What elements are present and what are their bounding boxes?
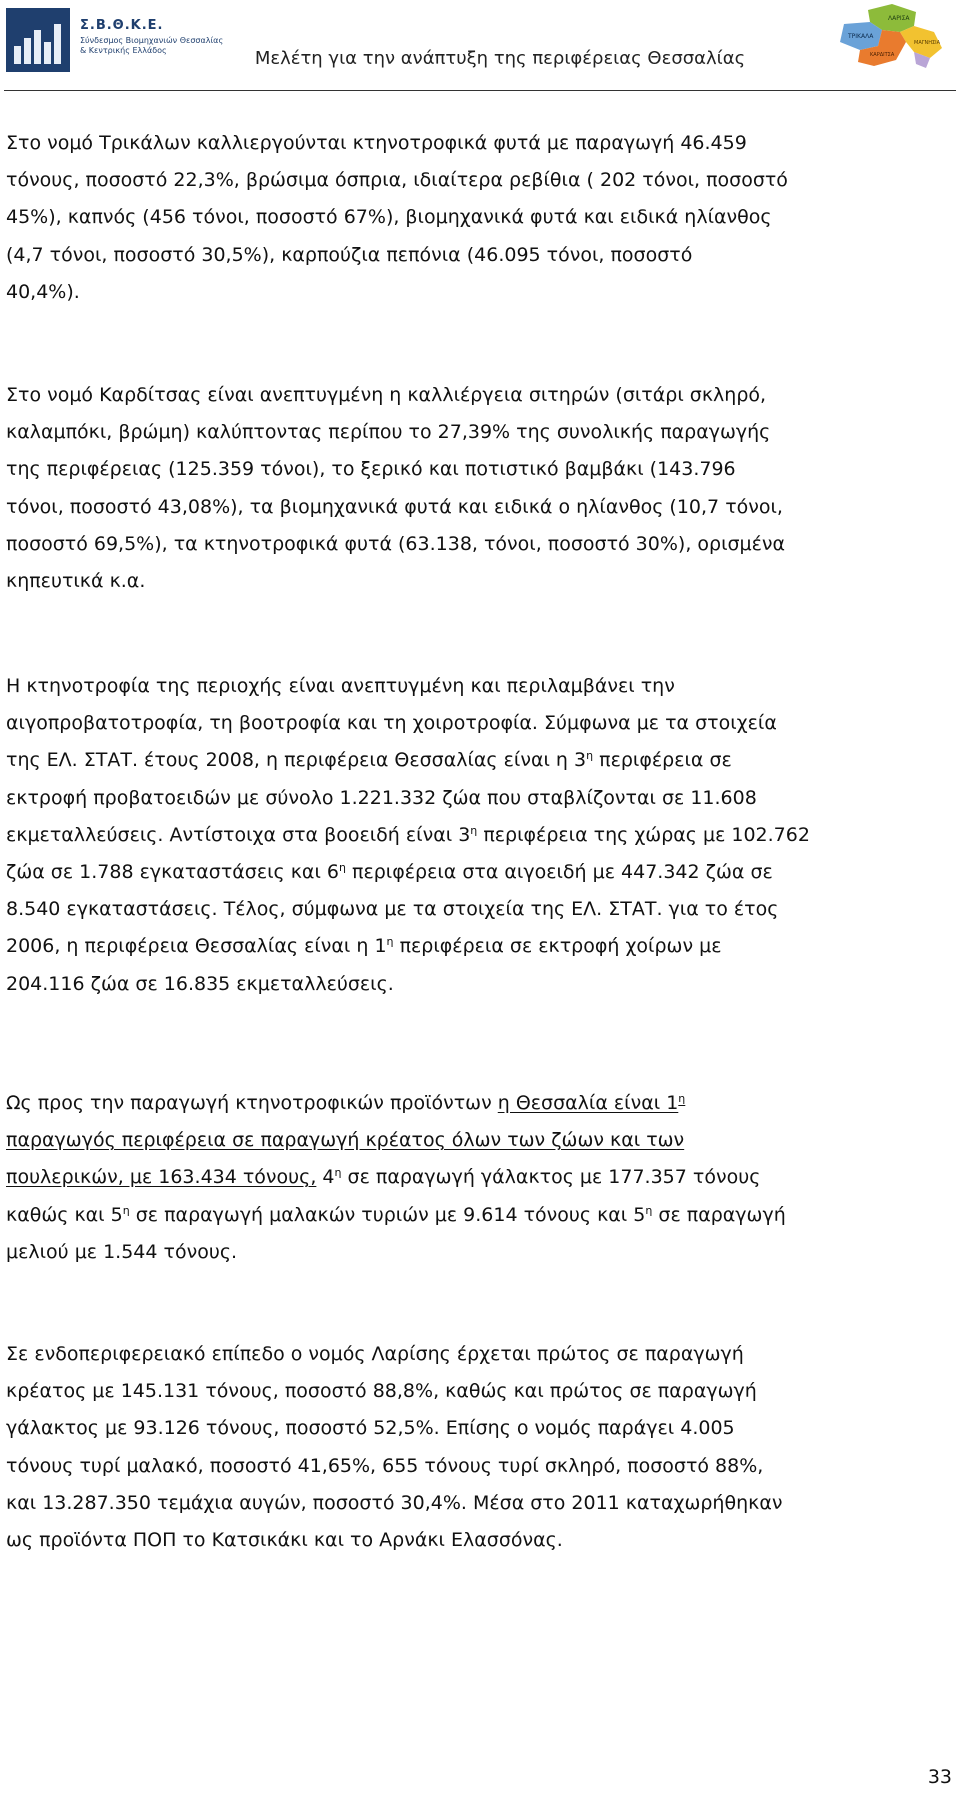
organization-subtitle: Σύνδεσμος Βιομηχανιών Θεσσαλίας & Κεντρικής Ελλάδος: [80, 36, 224, 55]
text-line: τόνοι, ποσοστό 43,08%), τα βιομηχανικά φυτά και ειδικά ο ηλίανθος (10,7 τόνοι,: [6, 495, 783, 518]
text-line: μελιού με 1.544 τόνους.: [6, 1240, 238, 1263]
text-line: [6, 1122, 956, 1159]
page-header: [0, 0, 960, 92]
text-line: Στο νομό Καρδίτσας είναι ανεπτυγμένη η καλλιέργεια σιτηρών (σιτάρι σκληρό,: [6, 384, 767, 406]
text-line: 204.116 ζώα σε 16.835 εκμεταλλεύσεις.: [6, 972, 394, 995]
text-line: της περιφέρειας (125.359 τόνοι), το ξερικό και ποτιστικό βαμβάκι (143.796: [6, 458, 736, 481]
header-divider: [4, 90, 956, 91]
text-line: 8.540 εγκαταστάσεις. Τέλος, σύμφωνα με τα στοιχεία της ΕΛ. ΣΤΑΤ. για το έτος: [6, 898, 779, 921]
text-line: Η κτηνοτροφία της περιοχής είναι ανεπτυγμένη και περιλαμβάνει την: [6, 675, 675, 697]
text-line: 45%), καπνός (456 τόνοι, ποσοστό 67%), βιομηχανικά φυτά και ειδικά ηλίανθος: [6, 206, 772, 229]
text-line: (4,7 τόνοι, ποσοστό 30,5%), καρπούζια πεπόνια (46.095 τόνοι, ποσοστό: [6, 243, 693, 266]
text-line: ζώα σε 1.788 εγκαταστάσεις και $6^\eta$ περιφέρεια στα αιγοειδή με 447.342 ζώα σε: [6, 861, 773, 884]
text-line: καλαμπόκι, βρώμη) καλύπτοντας περίπου το 27,39% της συνολικής παραγωγής: [6, 421, 771, 444]
text-line: καθώς και $5^\eta$ σε παραγωγή μαλακών τυριών με 9.614 τόνους και $5^\eta$ σε παραγωγή: [6, 1203, 786, 1226]
text-line: 40,4%).: [6, 280, 80, 303]
text-line: κηπευτικά κ.α.: [6, 570, 146, 593]
paragraph-larisa: [6, 1336, 956, 1559]
text-line: Στο νομό Τρικάλων καλλιεργούνται κτηνοτροφικά φυτά με παραγωγή 46.459: [6, 132, 747, 154]
text-line: γάλακτος με 93.126 τόνους, ποσοστό 52,5%. Επίσης ο νομός παράγει 4.005: [6, 1417, 735, 1440]
text-line: Σε ενδοπεριφερειακό επίπεδο ο νομός Λαρίσης έρχεται πρώτος σε παραγωγή: [6, 1343, 744, 1365]
paragraph-livestock: [6, 668, 956, 1003]
organization-name: Σ.Β.Θ.Κ.Ε.: [80, 18, 164, 33]
text-line: 2006, η περιφέρεια Θεσσαλίας είναι η $1^\eta$ περιφέρεια σε εκτροφή χοίρων με: [6, 935, 722, 958]
text-line: πουλερικών, με 163.434 τόνους, $4^\eta$ σε παραγωγή γάλακτος με 177.357 τόνους: [6, 1166, 761, 1189]
factory-icon: [6, 8, 70, 72]
text-line: τόνους, ποσοστό 22,3%, βρώσιμα όσπρια, ιδιαίτερα ρεβίθια ( 202 τόνοι, ποσοστό: [6, 169, 788, 192]
underlined-text: η Θεσσαλία είναι 1: [497, 1092, 679, 1114]
text-line: της ΕΛ. ΣΤΑΤ. έτους 2008, η περιφέρεια Θεσσαλίας είναι η $3^\eta$ περιφέρεια σε: [6, 749, 732, 772]
paragraph-karditsa: [6, 377, 956, 600]
paragraph-trikala: [6, 125, 956, 311]
map-label-trikala: ΤΡΙΚΑΛΑ: [848, 33, 874, 40]
map-label-larisa: ΛΑΡΙΣΑ: [888, 15, 910, 22]
text-line: τόνους τυρί μαλακό, ποσοστό 41,65%, 655 τόνους τυρί σκληρό, ποσοστό 88%,: [6, 1454, 764, 1477]
text-line: εκμεταλλεύσεις. Αντίστοιχα στα βοοειδή είναι $3^\eta$ περιφέρεια της χώρας με 102.762: [6, 823, 810, 846]
text-line: αιγοπροβατοτροφία, τη βοοτροφία και τη χοιροτροφία. Σύμφωνα με τα στοιχεία: [6, 712, 777, 735]
text-line: ποσοστό 69,5%), τα κτηνοτροφικά φυτά (63.138, τόνοι, ποσοστό 30%), ορισμένα: [6, 532, 786, 555]
map-label-karditsa: ΚΑΡΔΙΤΣΑ: [870, 52, 895, 58]
underlined-text: πουλερικών, με 163.434 τόνους,: [6, 1166, 317, 1189]
organization-logo: [6, 8, 238, 72]
text-line: κρέατος με 145.131 τόνους, ποσοστό 88,8%, καθώς και πρώτος σε παραγωγή: [6, 1380, 757, 1403]
text-line: εκτροφή προβατοειδών με σύνολο 1.221.332 ζώα που σταβλίζονται σε 11.608: [6, 786, 757, 809]
paragraph-production: [6, 1085, 956, 1271]
underlined-text: παραγωγός περιφέρεια σε παραγωγή κρέατος όλων των ζώων και των: [6, 1129, 685, 1152]
page-number: 33: [927, 1766, 952, 1788]
map-label-magnesia: ΜΑΓΝΗΣΙΑ: [914, 40, 941, 46]
text-line: Ως προς την παραγωγή κτηνοτροφικών προϊόντων η Θεσσαλία είναι $1^\eta$: [6, 1092, 686, 1114]
text-line: και 13.287.350 τεμάχια αυγών, ποσοστό 30,4%. Μέσα στο 2011 καταχωρήθηκαν: [6, 1491, 783, 1514]
document-title: Μελέτη για την ανάπτυξη της περιφέρειας Θεσσαλίας: [254, 48, 746, 69]
text-line: ως προϊόντα ΠΟΠ το Κατσικάκι και το Αρνάκι Ελασσόνας.: [6, 1529, 563, 1552]
thessaly-map-logo: [830, 2, 946, 82]
